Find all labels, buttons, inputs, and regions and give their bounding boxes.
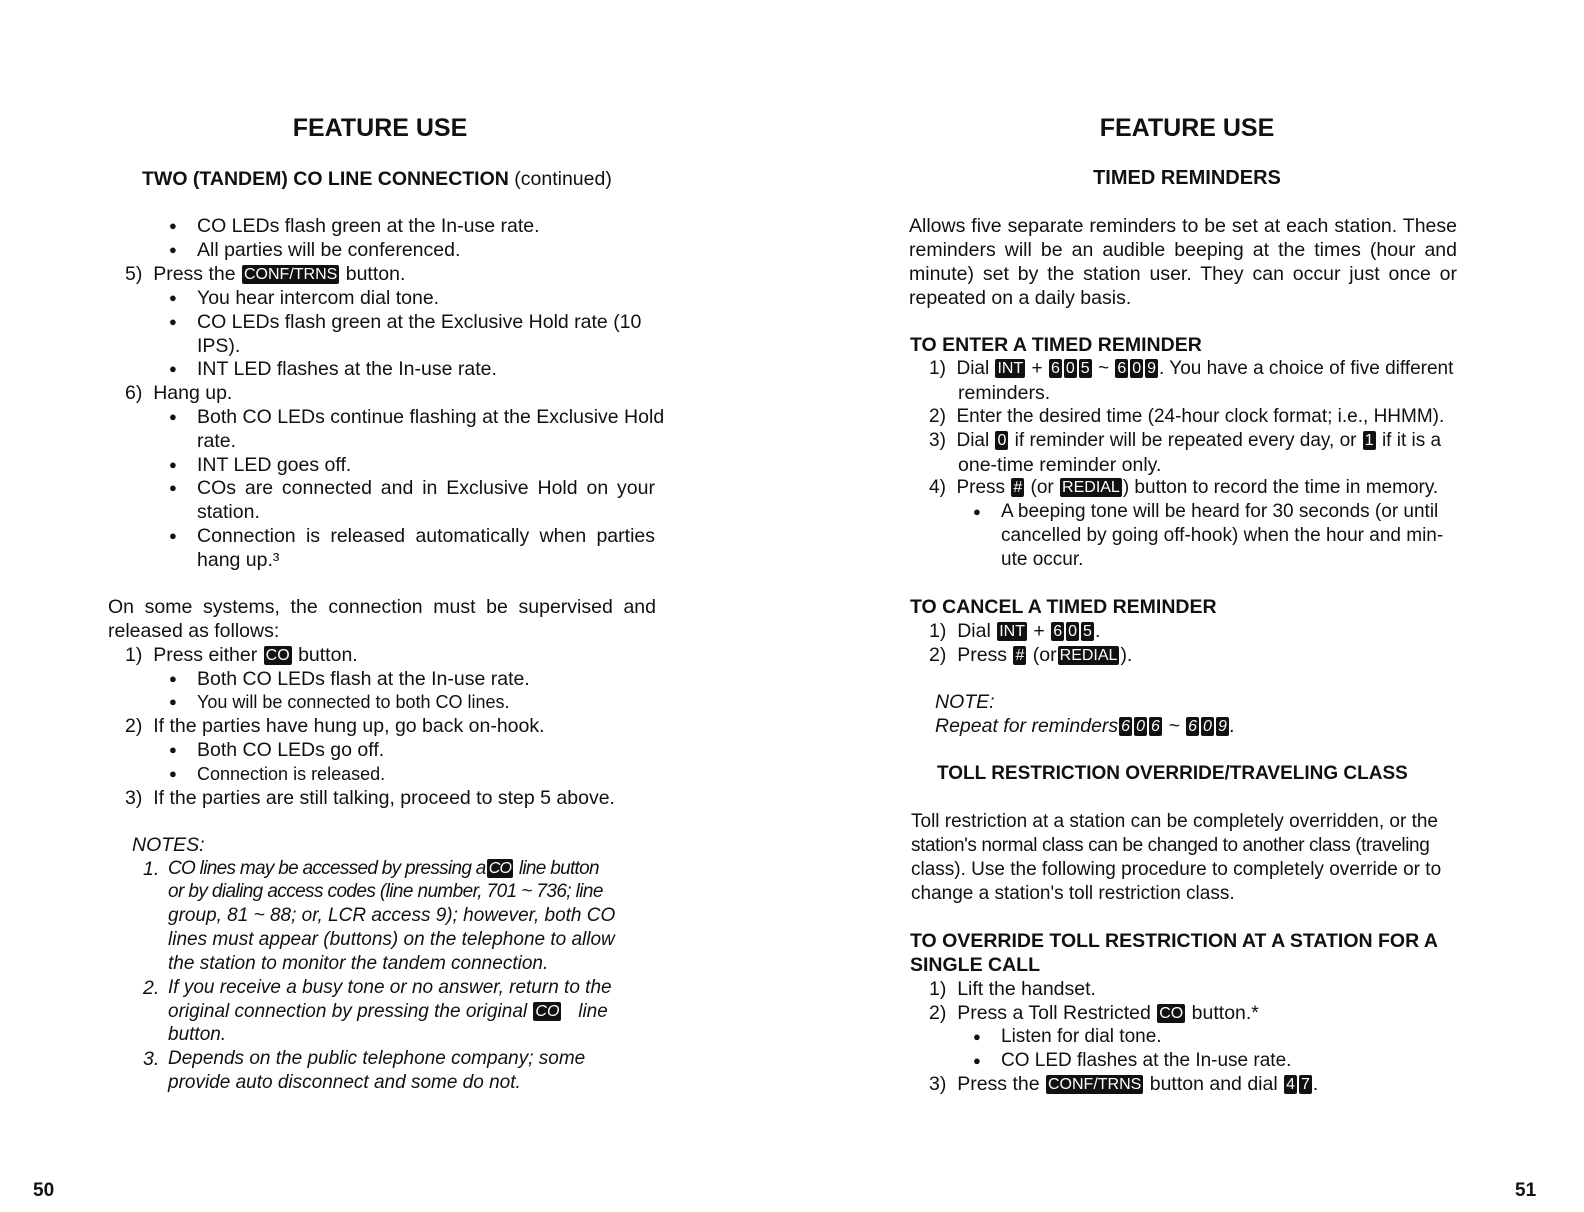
digit-key: 9 [1147,360,1157,377]
step: 3) If the parties are still talking, proceed to step 5 above. [125,787,615,809]
note-text: Depends on the public telephone company; some [168,1048,586,1069]
note-text: the station to monitor the tandem connection. [168,953,549,974]
paragraph: repeated on a daily basis. [909,287,1132,309]
procedure-heading: TO CANCEL A TIMED REMINDER [910,596,1217,618]
note-number: 2. [143,977,160,999]
paragraph: change a station's toll restriction class. [911,883,1235,904]
digit-key: 6 [1150,718,1160,735]
step: 1) Press either CO button. [125,644,358,666]
procedure-heading: SINGLE CALL [910,954,1040,976]
digit-key: 6 [1053,623,1063,640]
paragraph: released as follows: [108,620,280,642]
step: 6) Hang up. [125,382,233,404]
bullet: ● INT LED goes off. [197,453,351,477]
bullet: ● Both CO LEDs flash at the In-use rate. [197,667,530,691]
digit-key: 9 [1217,718,1227,735]
bullet-cont: cancelled by going off-hook) when the hour and min- [1001,525,1444,546]
digit-key: 0 [1203,718,1212,735]
note-text: provide auto disconnect and some do not. [168,1072,521,1093]
digit-key: 0 [997,432,1007,449]
hash-key: # [1015,647,1025,664]
co-key: CO [488,860,512,877]
step: 1) Lift the handset. [929,978,1096,1000]
digit-key: 5 [1083,623,1092,640]
bullet: ● You will be connected to both CO lines. [197,690,510,714]
step: 3) Press the CONF/TRNS button and dial 4 7 . [929,1073,1319,1095]
step: 5) Press the CONF/TRNS button. [125,263,406,285]
note-text: group, 81 ~ 88; or, LCR access 9); however, both CO [168,905,616,926]
procedure-heading: TO OVERRIDE TOLL RESTRICTION AT A STATION FOR A [910,930,1438,952]
digit-key: 4 [1286,1076,1296,1093]
bullet-cont: station. [197,501,260,523]
step-cont: reminders. [958,382,1051,404]
section-heading: TIMED REMINDERS [1093,167,1281,189]
bullet: ● Both CO LEDs go off. [197,738,384,762]
digit-key: 0 [1065,360,1075,377]
redial-key: REDIAL [1062,479,1120,496]
int-key: INT [999,623,1025,640]
bullet: ● Connection is released automatically when parties [197,524,655,548]
digit-key: 6 [1050,360,1060,377]
bullet: ● Connection is released. [197,762,385,786]
paragraph: reminders will be an audible beeping at the times (hour and [909,239,1457,261]
redial-key: REDIAL [1059,647,1118,664]
digit-key: 6 [1117,360,1127,377]
paragraph: station's normal class can be changed to another class (traveling [911,835,1430,856]
digit-key: 1 [1364,432,1374,449]
bullet-cont: IPS). [197,335,241,357]
bullet-cont: rate. [197,430,237,452]
bullet: ● COs are connected and in Exclusive Hold on your [197,476,655,500]
step: 1) Dial INT + 6 0 5 ~ 6 0 9 . You have a choice of five different [929,358,1454,379]
int-key: INT [997,360,1024,377]
paragraph: Allows five separate reminders to be set at each station. These [909,215,1457,237]
right-page [792,0,1584,1212]
note-number: 1. [143,858,160,880]
digit-key: 0 [1068,623,1078,640]
co-key: CO [265,647,290,664]
step: 1) Dial INT + 6 0 5 . [929,620,1101,642]
note-text: CO lines may be accessed by pressing a CO line button [168,858,599,879]
digit-key: 0 [1136,718,1145,735]
bullet: ● A beeping tone will be heard for 30 seconds (or until [1001,500,1438,524]
note-text: original connection by pressing the original CO line [168,1001,608,1022]
digit-key: 6 [1121,718,1131,735]
note-text: button. [168,1024,227,1045]
paragraph: On some systems, the connection must be supervised and [108,596,656,618]
bullet: ● CO LED flashes at the In-use rate. [1001,1049,1291,1073]
step: 2) Enter the desired time (24-hour clock format; i.e., HHMM). [929,406,1445,427]
page-number: 51 [1515,1180,1537,1201]
page-number: 50 [33,1180,55,1201]
page-title: FEATURE USE [292,114,468,142]
bullet: ● Both CO LEDs continue flashing at the Exclusive Hold [197,405,664,429]
section-heading: TWO (TANDEM) CO LINE CONNECTION (continued) [142,168,612,190]
bullet-cont: ute occur. [1001,549,1084,570]
procedure-heading: TO ENTER A TIMED REMINDER [910,334,1202,356]
co-key: CO [1159,1005,1184,1022]
hash-key: # [1013,479,1023,496]
bullet: ● Listen for dial tone. [1001,1025,1162,1049]
note-text: Repeat for reminders 6 0 6 ~ 6 0 9 . [935,715,1236,737]
step-cont: one-time reminder only. [958,454,1162,476]
digit-key: 7 [1301,1076,1310,1093]
digit-key: 6 [1188,718,1198,735]
bullet: ● INT LED flashes at the In-use rate. [197,357,497,381]
bullet: ● You hear intercom dial tone. [197,286,439,310]
note-text: or by dialing access codes (line number, 701 ~ 736; line [168,881,603,902]
section-heading: TOLL RESTRICTION OVERRIDE/TRAVELING CLASS [937,763,1408,784]
note-heading: NOTE: [935,691,995,713]
digit-key: 0 [1132,360,1142,377]
page-title: FEATURE USE [1099,114,1275,142]
note-text: lines must appear (buttons) on the telephone to allow [168,929,615,950]
bullet: ● CO LEDs flash green at the Exclusive Hold rate (10 [197,310,641,334]
paragraph: Toll restriction at a station can be completely overridden, or the [911,811,1438,832]
step: 2) If the parties have hung up, go back on-hook. [125,715,545,737]
bullet: ● CO LEDs flash green at the In-use rate. [197,214,540,238]
conf-trns-key: CONF/TRNS [1047,1076,1142,1093]
step: 2) Press a Toll Restricted CO button.* [929,1002,1259,1024]
paragraph: minute) set by the station user. They can occur just once or [909,263,1457,285]
bullet-cont: hang up.³ [197,549,280,571]
note-number: 3. [143,1048,160,1070]
conf-trns-key: CONF/TRNS [243,266,338,283]
notes-heading: NOTES: [132,834,205,856]
note-text: If you receive a busy tone or no answer, return to the [168,977,612,998]
paragraph: class). Use the following procedure to completely override or to [911,859,1442,880]
step: 4) Press # (or REDIAL ) button to record the time in memory. [929,477,1439,498]
step: 2) Press # (or REDIAL ). [929,644,1133,666]
bullet: ● All parties will be conferenced. [197,238,460,262]
step: 3) Dial 0 if reminder will be repeated every day, or 1 if it is a [929,430,1442,451]
co-key: CO [535,1003,560,1020]
digit-key: 5 [1080,360,1090,377]
